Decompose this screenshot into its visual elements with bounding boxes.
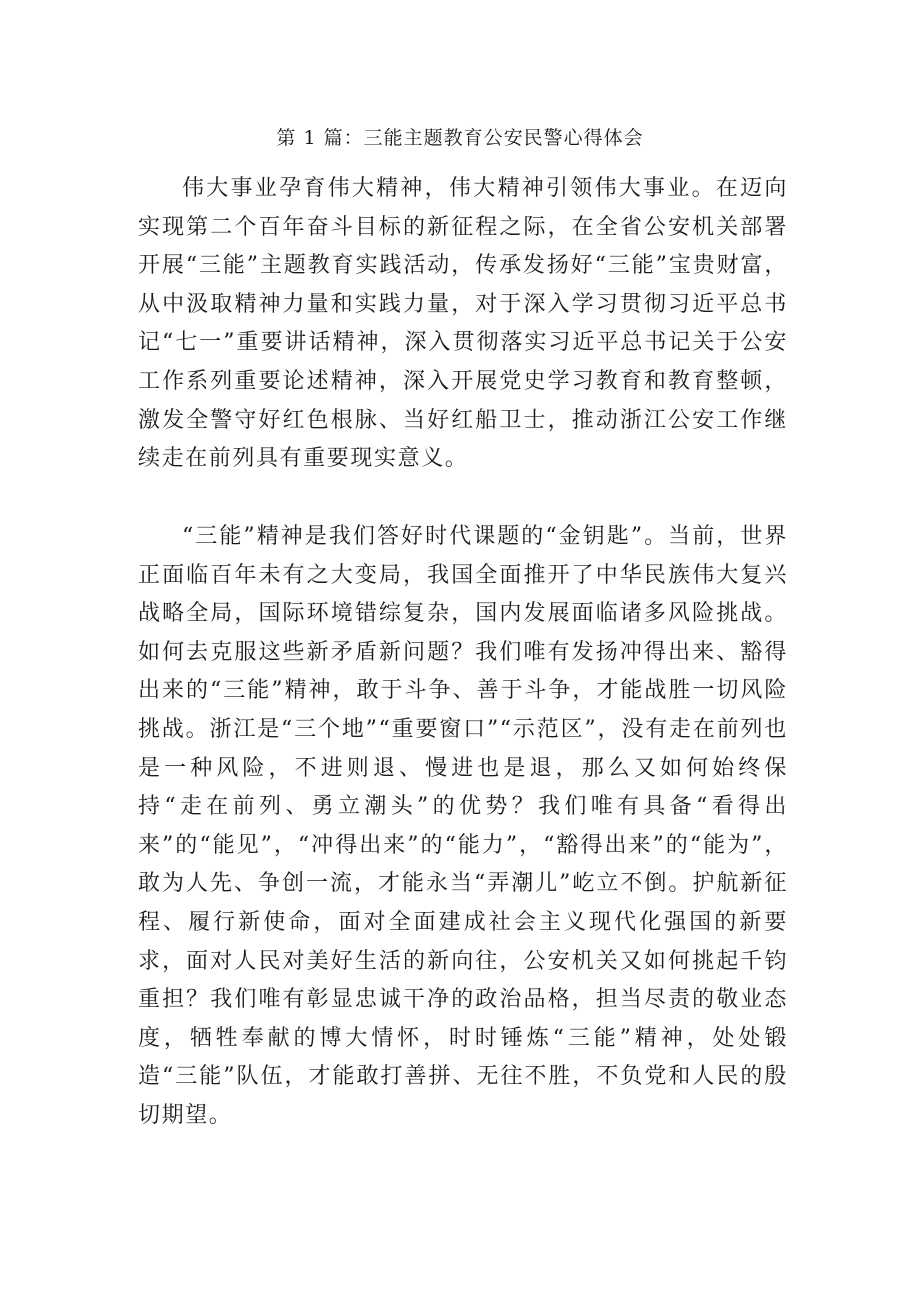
document-title: 第 1 篇：三能主题教育公安民警心得体会: [276, 127, 644, 149]
paragraph-2: “三能”精神是我们答好时代课题的“金钥匙”。当前，世界正面临百年未有之大变局，我国全面推开了中华民族伟大复兴战略全局，国际环境错综复杂，国内发展面临诸多风险挑战。如何去克服这些新矛盾新问题？我们唯有发扬冲得出来、豁得出来的“三能”精神，敢于斗争、善于斗争，才能战胜一切风险挑战。浙江是“三个地”“重要窗口”“示范区”，没有走在前列也是一种风险，不进则退、慢进也是退，那么又如何始终保持“走在前列、勇立潮头”的优势？我们唯有具备“看得出来”的“能见”，“冲得出来”的“能力”，“豁得出来”的“能为”，敢为人先、争创一流，才能永当“弄潮儿”屹立不倒。护航新征程、履行新使命，面对全面建成社会主义现代化强国的新要求，面对人民对美好生活的新向往，公安机关又如何挑起千钧重担？我们唯有彰显忠诚干净的政治品格，担当尽责的敬业态度，牺牲奉献的博大情怀，时时锤炼“三能”精神，处处锻造“三能”队伍，才能敢打善拼、无往不胜，不负党和人民的殷切期望。: [138, 524, 788, 1128]
paragraph-1: 伟大事业孕育伟大精神，伟大精神引领伟大事业。在迈向实现第二个百年奋斗目标的新征程之际，在全省公安机关部署开展“三能”主题教育实践活动，传承发扬好“三能”宝贵财富，从中汲取精神力量和实践力量，对于深入学习贯彻习近平总书记“七一”重要讲话精神，深入贯彻落实习近平总书记关于公安工作系列重要论述精神，深入开展党史学习教育和教育整顿，激发全警守好红色根脉、当好红船卫士，推动浙江公安工作继续走在前列具有重要现实意义。: [138, 176, 788, 472]
